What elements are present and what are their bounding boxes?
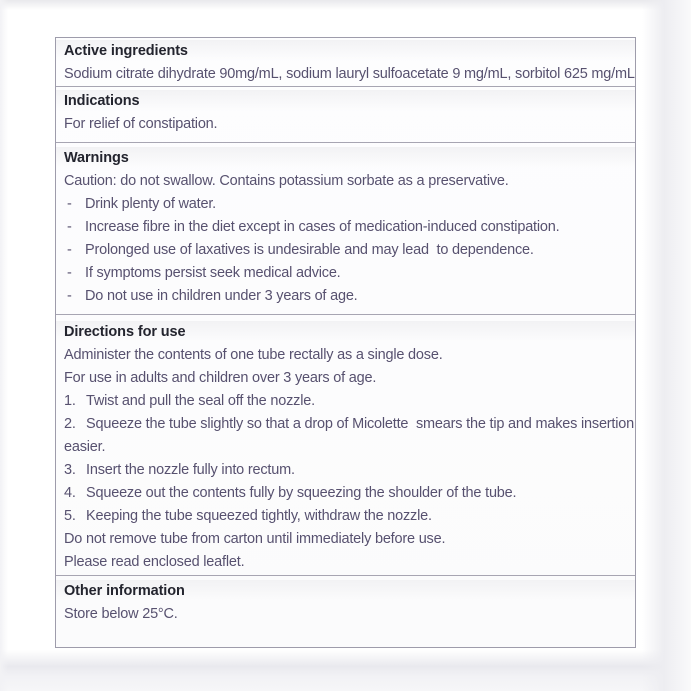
- list-item: [56, 239, 635, 262]
- line-text: easier.: [64, 439, 106, 455]
- section-active-ingredients: [56, 38, 635, 86]
- line-text: For use in adults and children over 3 years of age.: [64, 370, 377, 386]
- information-panel: [55, 37, 636, 648]
- list-number: 2.: [64, 416, 76, 432]
- dash-bullet: -: [67, 242, 72, 258]
- list-item: [56, 285, 635, 308]
- text-line: [56, 551, 635, 574]
- photo-edge-shadow-right: [642, 0, 691, 691]
- line-text: Keeping the tube squeezed tightly, withdraw the nozzle.: [86, 508, 432, 524]
- list-item: [56, 505, 635, 528]
- line-text: Administer the contents of one tube rectally as a single dose.: [64, 347, 443, 363]
- text-line: [56, 63, 635, 86]
- line-text: Please read enclosed leaflet.: [64, 554, 245, 570]
- photo-edge-shadow-top: [0, 0, 691, 10]
- list-number: 1.: [64, 393, 76, 409]
- text-line: [56, 344, 635, 367]
- photo-edge-shadow-left: [0, 0, 8, 691]
- section-indications: [56, 86, 635, 142]
- dash-bullet: -: [67, 265, 72, 281]
- dash-bullet: -: [67, 219, 72, 235]
- line-text: Sodium citrate dihydrate 90mg/mL, sodium lauryl sulfoacetate 9 mg/mL, sorbitol 625 mg/mL: [64, 66, 635, 82]
- list-item: [56, 262, 635, 285]
- text-line: [56, 603, 635, 626]
- line-text: Drink plenty of water.: [85, 196, 216, 212]
- section-heading: Directions for use: [56, 321, 635, 344]
- line-text: Prolonged use of laxatives is undesirable and may lead to dependence.: [85, 242, 534, 258]
- line-text: Increase fibre in the diet except in cases of medication-induced constipation.: [85, 219, 560, 235]
- text-line: [56, 113, 635, 136]
- list-item: [56, 482, 635, 505]
- dash-bullet: -: [67, 196, 72, 212]
- list-number: 5.: [64, 508, 76, 524]
- section-other-information: [56, 575, 635, 626]
- list-number: 4.: [64, 485, 76, 501]
- list-item: [56, 413, 635, 436]
- list-item: [56, 193, 635, 216]
- text-line: [56, 436, 635, 459]
- section-heading: Indications: [56, 90, 635, 113]
- line-text: Do not remove tube from carton until immediately before use.: [64, 531, 446, 547]
- list-item: [56, 216, 635, 239]
- list-number: 3.: [64, 462, 76, 478]
- dash-bullet: -: [67, 288, 72, 304]
- line-text: Twist and pull the seal off the nozzle.: [86, 393, 315, 409]
- line-text: Squeeze out the contents fully by squeezing the shoulder of the tube.: [86, 485, 517, 501]
- text-line: [56, 528, 635, 551]
- list-item: [56, 459, 635, 482]
- line-text: Caution: do not swallow. Contains potassium sorbate as a preservative.: [64, 173, 509, 189]
- line-text: Store below 25°C.: [64, 606, 178, 622]
- photo-edge-shadow-bottom: [0, 650, 691, 691]
- line-text: Squeeze the tube slightly so that a drop of Micolette smears the tip and makes insertion: [86, 416, 635, 432]
- line-text: If symptoms persist seek medical advice.: [85, 265, 341, 281]
- line-text: Insert the nozzle fully into rectum.: [86, 462, 295, 478]
- text-line: [56, 170, 635, 193]
- text-line: [56, 367, 635, 390]
- section-heading: Other information: [56, 580, 635, 603]
- line-text: Do not use in children under 3 years of age.: [85, 288, 358, 304]
- list-item: [56, 390, 635, 413]
- section-directions-for-use: [56, 314, 635, 575]
- line-text: For relief of constipation.: [64, 116, 218, 132]
- section-warnings: [56, 142, 635, 314]
- section-heading: Active ingredients: [56, 40, 635, 63]
- section-heading: Warnings: [56, 147, 635, 170]
